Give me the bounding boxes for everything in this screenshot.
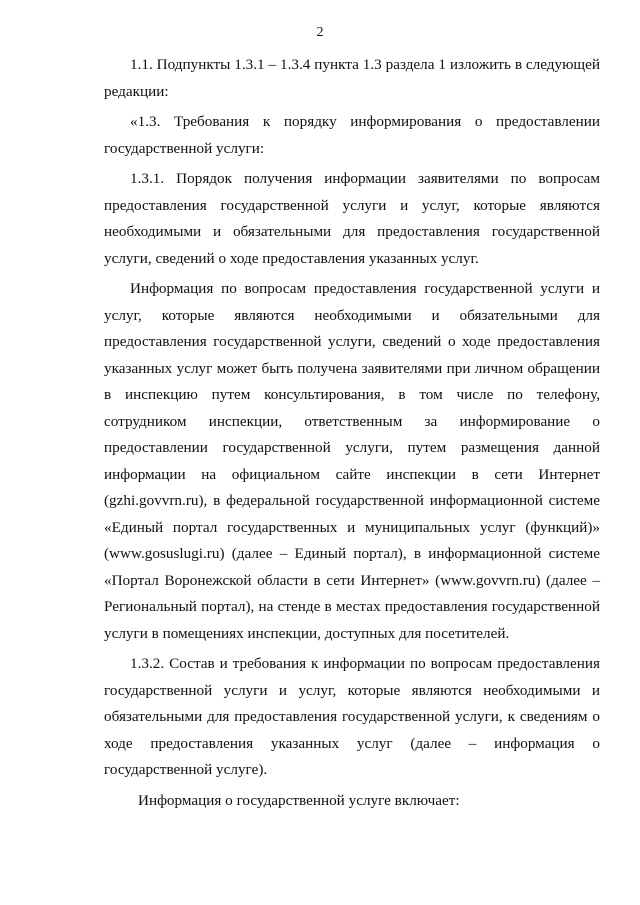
paragraph-information-channels: Информация по вопросам предоставления государственной услуги и услуг, которые являются необходимыми и обязательными для предоставления государственной услуги, сведений о ходе предоставления указанных услуг может быть получена заявителями при личном обращении в инспекцию путем консультирования, в том числе по телефону, сотрудником инспекции, ответственным за информирование о предоставлении государственной услуги, путем размещения данной информации на официальном сайте инспекции в сети Интернет (gzhi.govvrn.ru), в федеральной государственной информационной системе «Единый портал государственных и муниципальных услуг (функций)» (www.gosuslugi.ru) (далее – Единый портал), в информационной системе «Портал Воронежской области в сети Интернет» (www.govvrn.ru) (далее – Региональный портал), на стенде в местах предоставления государственной услуги в помещениях инспекции, доступных для посетителей. [104, 280, 600, 642]
document-body [104, 52, 600, 818]
paragraph-amendment-intro: 1.1. Подпункты 1.3.1 – 1.3.4 пункта 1.3 раздела 1 изложить в следующей редакции: [104, 56, 600, 100]
paragraph-info-includes: Информация о государственной услуге включает: [138, 791, 460, 809]
paragraph-1-3-1: 1.3.1. Порядок получения информации заявителями по вопросам предоставления государственной услуги и услуг, которые являются необходимыми и обязательными для предоставления государственной услуги, сведений о ходе предоставления указанных услуг. [104, 170, 600, 267]
page-number: 2 [316, 25, 324, 40]
paragraph-1-3-2: 1.3.2. Состав и требования к информации по вопросам предоставления государственной услуги и услуг, которые являются необходимыми и обязательными для предоставления государственной услуги, к сведениям о ходе предоставления указанных услуг (далее – информация о государственной услуге). [104, 655, 600, 778]
paragraph-section-1-3-heading: «1.3. Требования к порядку информирования о предоставлении государственной услуги: [104, 113, 600, 157]
